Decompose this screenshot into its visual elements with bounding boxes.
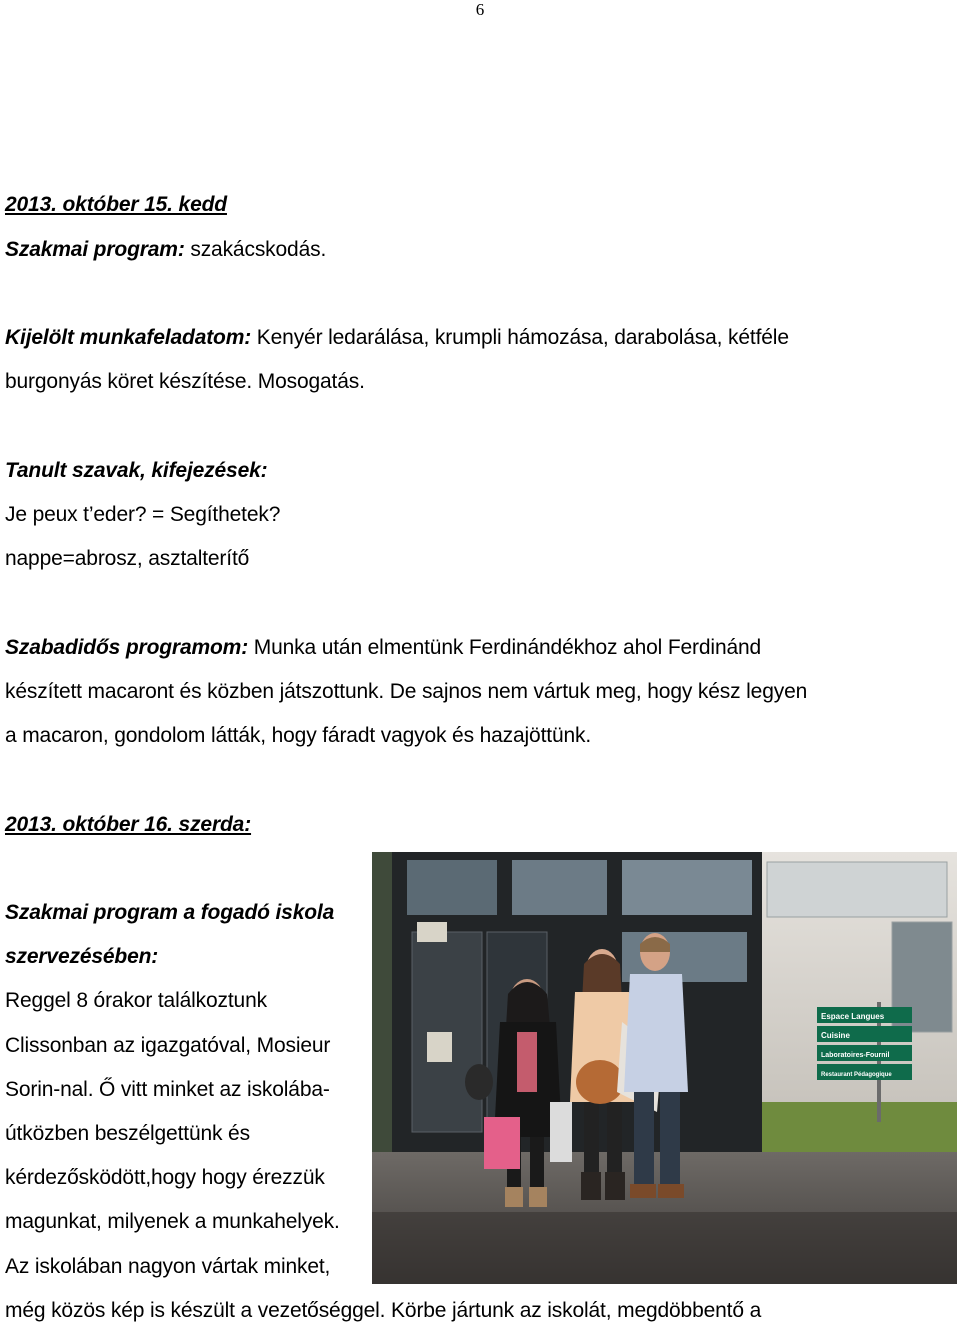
sign-text: Laboratoires-Fournil [821,1052,890,1059]
entry2-text-line: Az iskolában nagyon vártak minket, [5,1255,331,1278]
notice-paper [427,1032,452,1062]
brown-bag [576,1060,624,1104]
page-number: 6 [475,0,485,19]
entry2-text-line: magunkat, milyenek a munkahelyek. [5,1210,340,1233]
entry2-text-line: Sorin-nal. Ő vitt minket az iskolába- [5,1078,330,1101]
free-line1 [5,635,761,661]
entry1-program-line [5,237,326,263]
group-photo [372,852,957,1284]
window [512,860,607,915]
words-line1: Je peux t’eder? = Segíthetek? [5,503,281,526]
entry1-task-line [5,325,789,351]
entry1-date: 2013. október 15. kedd [5,193,227,216]
task-value: Kenyér ledarálása, krumpli hámozása, darabolása, kétféle [251,326,789,349]
entry1-task-line2: burgonyás köret készítése. Mosogatás. [5,370,365,393]
window [407,860,497,915]
pink-bag [484,1117,520,1169]
free-value: Munka után elmentünk Ferdinándékhoz ahol Ferdinánd [248,636,762,659]
words-line2: nappe=abrosz, asztalterítő [5,547,250,570]
entry2-program-label-1: Szakmai program a fogadó iskola [5,901,335,924]
entry2-text-line: Reggel 8 órakor találkoztunk [5,989,267,1012]
sign-text: Espace Langues [821,1012,885,1021]
entry2-text-line: még közös kép is készült a vezetőséggel. Körbe jártunk az iskolát, megdöbbentő a [5,1299,762,1322]
sign-text: Restaurant Pédagogique [821,1072,892,1078]
window [622,860,752,915]
entry2-text-line: útközben beszélgettünk és [5,1122,250,1145]
free-line2: készített macaront és közben játszottunk. De sajnos nem vártuk meg, hogy kész legyen [5,680,808,703]
free-label: Szabadidős programom: [5,636,249,659]
entry2-text-line: Clissonban az igazgatóval, Mosieur [5,1034,331,1057]
program-value: szakácskodás. [184,238,327,261]
sign-text: Cuisine [821,1031,850,1040]
group-photo-illustration [372,852,957,1284]
entry2-program-label-2: szervezésében: [5,945,159,968]
entry2-date: 2013. október 16. szerda: [5,813,252,836]
free-line3: a macaron, gondolom látták, hogy fáradt vagyok és hazajöttünk. [5,724,592,747]
upper-window [767,862,947,917]
task-label: Kijelölt munkafeladatom: [5,326,252,349]
words-label: Tanult szavak, kifejezések: [5,459,268,482]
notice-paper [417,922,447,942]
entry2-text-line: kérdezősködött,hogy hogy érezzük [5,1166,325,1189]
shadow [372,1212,957,1284]
program-label: Szakmai program: [5,238,185,261]
